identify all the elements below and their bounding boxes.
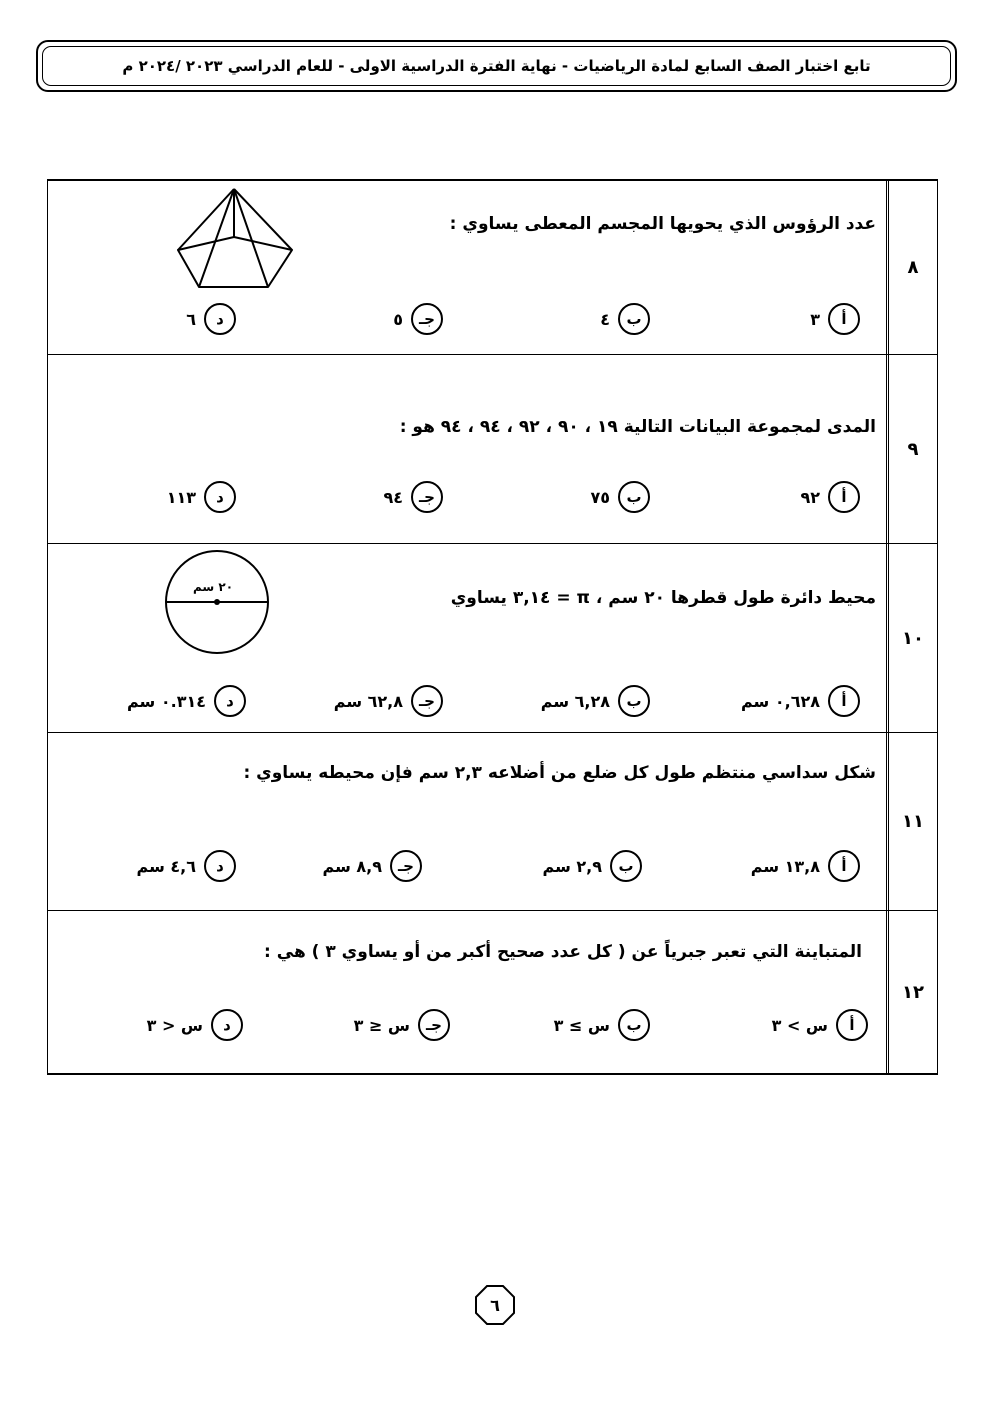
question-text: عدد الرؤوس الذي يحويها المجسم المعطى يساوي : [449, 214, 876, 234]
option-letter-circle: جـ [411, 685, 443, 717]
question-body [47, 911, 886, 1073]
option-d[interactable] [127, 685, 246, 717]
question-text: شكل سداسي منتظم طول كل ضلع من أضلاعه ٢,٣ سم فإن محيطه يساوي : [243, 763, 876, 783]
option-b[interactable] [600, 303, 650, 335]
option-letter-circle: ب [618, 481, 650, 513]
option-c[interactable] [354, 1009, 450, 1041]
question-text: المدى لمجموعة البيانات التالية ١٩ ، ٩٠ ، ٩٢ ، ٩٤ ، ٩٤ هو : [399, 417, 876, 437]
circle-diameter-figure [163, 550, 271, 654]
option-b[interactable] [541, 685, 650, 717]
question-row [47, 911, 938, 1073]
option-letter-circle: د [214, 685, 246, 717]
option-letter-circle: ب [618, 1009, 650, 1041]
option-letter-circle: أ [828, 481, 860, 513]
option-letter-circle: جـ [411, 303, 443, 335]
option-letter-circle: ب [610, 850, 642, 882]
option-text: س < ٣ [146, 1015, 203, 1035]
option-letter-circle: أ [828, 685, 860, 717]
question-row [47, 544, 938, 733]
option-a[interactable] [800, 481, 860, 513]
question-number: ١١ [886, 733, 938, 910]
option-letter-circle: د [204, 303, 236, 335]
question-body [47, 355, 886, 543]
page-title: تابع اختبار الصف السابع لمادة الرياضيات - نهاية الفترة الدراسية الاولى - للعام الدراسي ٢٠٢٣ /٢٠٢٤ م [42, 46, 951, 86]
option-b[interactable] [590, 481, 650, 513]
option-letter-circle: أ [836, 1009, 868, 1041]
option-letter-circle: جـ [411, 481, 443, 513]
question-body [47, 733, 886, 910]
option-d[interactable] [167, 481, 236, 513]
option-letter-circle: ب [618, 685, 650, 717]
option-letter-circle: أ [828, 303, 860, 335]
question-number: ٨ [886, 181, 938, 354]
page-number-badge [474, 1284, 516, 1326]
option-text: ٦ [186, 309, 196, 329]
diameter-label: ٢٠ سم [193, 580, 234, 594]
option-letter-circle: أ [828, 850, 860, 882]
header-frame [36, 40, 957, 92]
option-a[interactable] [810, 303, 860, 335]
option-c[interactable] [323, 850, 422, 882]
option-text: س ≥ ٣ [553, 1015, 610, 1035]
option-a[interactable] [772, 1009, 868, 1041]
pentagonal-pyramid-figure [174, 187, 296, 291]
question-number: ١٢ [886, 911, 938, 1073]
option-a[interactable] [751, 850, 860, 882]
option-c[interactable] [334, 685, 443, 717]
option-d[interactable] [147, 1009, 243, 1041]
option-a[interactable] [741, 685, 860, 717]
option-letter-circle: جـ [390, 850, 422, 882]
option-c[interactable] [383, 481, 443, 513]
option-b[interactable] [543, 850, 642, 882]
option-text: ٧٥ [590, 487, 610, 507]
page-number: ٦ [490, 1295, 500, 1315]
option-text: ٥ [393, 309, 403, 329]
option-text: ٦,٢٨ سم [540, 691, 610, 711]
question-row [47, 355, 938, 544]
option-letter-circle: د [204, 850, 236, 882]
option-c[interactable] [393, 303, 443, 335]
option-letter-circle: جـ [418, 1009, 450, 1041]
option-text: ٤,٦ سم [136, 856, 196, 876]
question-row [47, 181, 938, 355]
option-text: ١١٣ [166, 487, 196, 507]
option-text: ١٣,٨ سم [750, 856, 820, 876]
option-letter-circle: د [204, 481, 236, 513]
option-text: ٢,٩ سم [542, 856, 602, 876]
option-b[interactable] [554, 1009, 650, 1041]
option-text: ٠.٣١٤ سم [127, 691, 206, 711]
question-body [47, 544, 886, 732]
option-text: ٣ [810, 309, 820, 329]
option-d[interactable] [137, 850, 236, 882]
question-body [47, 181, 886, 354]
question-text: محيط دائرة طول قطرها ٢٠ سم ، π = ٣,١٤ يساوي [450, 588, 876, 608]
question-text: المتباينة التي تعبر جبرياً عن ( كل عدد صحيح أكبر من أو يساوي ٣ ) هي : [264, 942, 862, 962]
option-text: ٠,٦٢٨ سم [741, 691, 820, 711]
question-number: ٩ [886, 355, 938, 543]
question-number: ١٠ [886, 544, 938, 732]
option-letter-circle: د [211, 1009, 243, 1041]
option-letter-circle: ب [618, 303, 650, 335]
option-text: ٩٤ [383, 487, 403, 507]
option-text: س > ٣ [771, 1015, 828, 1035]
option-text: ٤ [600, 309, 610, 329]
option-d[interactable] [186, 303, 236, 335]
option-text: س ≤ ٣ [353, 1015, 410, 1035]
option-text: ٩٢ [800, 487, 820, 507]
questions-table [47, 179, 938, 1075]
option-text: ٨,٩ سم [322, 856, 382, 876]
question-row [47, 733, 938, 911]
option-text: ٦٢,٨ سم [333, 691, 403, 711]
